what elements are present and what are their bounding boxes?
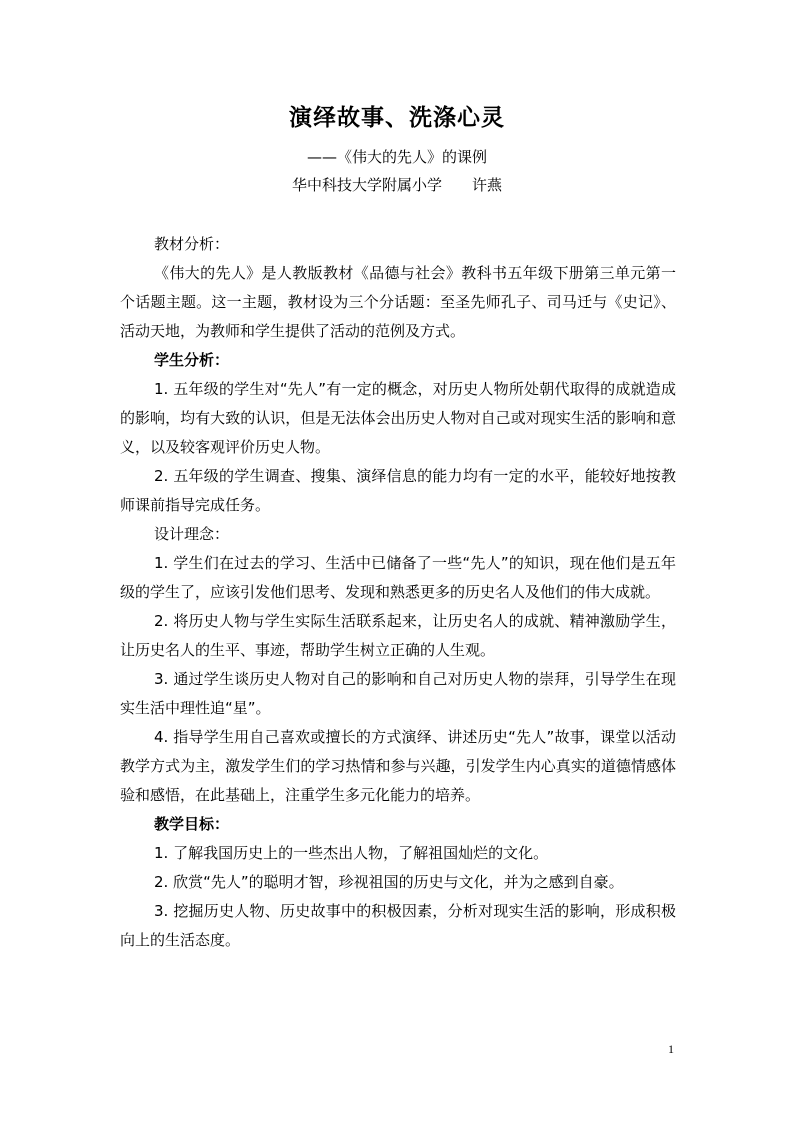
- paragraph: 2. 将历史人物与学生实际生活联系起来，让历史名人的成就、精神激励学生，让历史名人的生平、事迹，帮助学生树立正确的人生观。: [120, 612, 676, 659]
- section-heading-student-analysis: 学生分析：: [154, 351, 230, 369]
- paragraph: 1. 学生们在过去的学习、生活中已储备了一些“先人”的知识，现在他们是五年级的学生了，应该引发他们思考、发现和熟悉更多的历史名人及他们的伟大成就。: [120, 554, 676, 601]
- author-line: [0, 174, 794, 195]
- section-heading-design-concept: 设计理念：: [154, 525, 230, 543]
- document-title: 演绎故事、洗涤心灵: [289, 105, 505, 131]
- paragraph: 2. 欣赏“先人”的聪明才智，珍视祖国的历史与文化，并为之感到自豪。: [154, 873, 624, 891]
- author-school: 华中科技大学附属小学: [291, 176, 442, 194]
- paragraph: 3. 通过学生谈历史人物对自己的影响和自己对历史人物的崇拜，引导学生在现实生活中理性追“星”。: [120, 670, 676, 717]
- paragraph: 1. 了解我国历史上的一些杰出人物，了解祖国灿烂的文化。: [154, 844, 549, 862]
- author-name: 许燕: [472, 176, 503, 194]
- paragraph: 3. 挖掘历史人物、历史故事中的积极因素，分析对现实生活的影响，形成积极向上的生活态度。: [120, 902, 676, 949]
- paragraph: 2. 五年级的学生调查、搜集、演绎信息的能力均有一定的水平，能较好地按教师课前指导完成任务。: [120, 467, 676, 514]
- paragraph: 1. 五年级的学生对“先人”有一定的概念，对历史人物所处朝代取得的成就造成的影响，均有大致的认识，但是无法体会出历史人物对自己或对现实生活的影响和意义，以及较客观评价历史人物。: [120, 380, 676, 456]
- page-number: 1: [668, 1042, 674, 1056]
- paragraph: 4. 指导学生用自己喜欢或擅长的方式演绎、讲述历史“先人”故事，课堂以活动教学方式为主，激发学生们的学习热情和参与兴趣，引发学生内心真实的道德情感体验和感悟，在此基础上，注重学生多元化能力的培养。: [120, 728, 676, 804]
- section-heading-textbook-analysis: 教材分析：: [154, 235, 230, 253]
- document-body: [120, 230, 676, 955]
- section-heading-teaching-goals: 教学目标：: [154, 815, 230, 833]
- document-subtitle: ——《伟大的先人》的课例: [306, 148, 487, 166]
- paragraph: 《伟大的先人》是人教版教材《品德与社会》教科书五年级下册第三单元第一个话题主题。这一主题，教材设为三个分话题：至圣先师孔子、司马迁与《史记》、活动天地，为教师和学生提供了活动的范例及方式。: [120, 264, 676, 340]
